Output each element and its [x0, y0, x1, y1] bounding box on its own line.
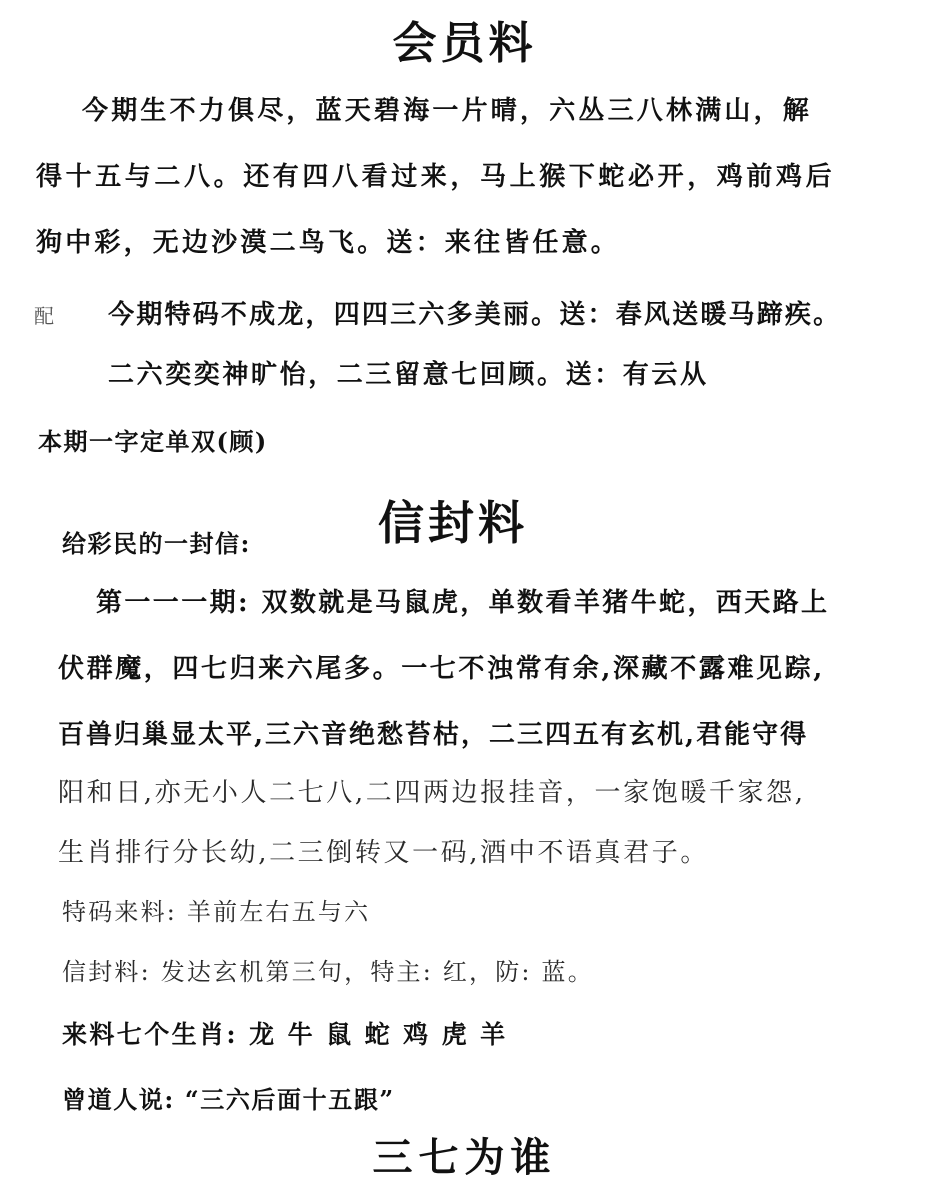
footer-title: 三七为谁 — [372, 1134, 557, 1181]
member-paragraph-line-3: 狗中彩，无边沙漠二鸟飞。送：来往皆任意。 — [36, 228, 621, 258]
envelope-paragraph-line-3: 百兽归巢显太平,三六音绝愁苔枯，二三四五有玄机,君能守得 — [58, 720, 809, 750]
envelope-paragraph-line-5: 生肖排行分长幼,二三倒转又一码,酒中不语真君子。 — [58, 838, 709, 868]
envelope-intro: 给彩民的一封信: — [62, 529, 251, 558]
envelope-paragraph-line-2: 伏群魔，四七归来六尾多。一七不浊常有余,深藏不露难见踪, — [58, 654, 825, 684]
member-paragraph-line-1: 今期生不力俱尽，蓝天碧海一片晴，六丛三八林满山，解 — [82, 96, 813, 126]
member-line-4 — [34, 300, 841, 331]
member-line-6: 本期一字定单双(顾) — [38, 427, 268, 456]
envelope-hint-line: 信封料: 发达玄机第三句，特主: 红，防: 蓝。 — [62, 958, 594, 986]
envelope-paragraph-line-4: 阳和日,亦无小人二七八,二四两边报挂音，一家饱暖千家怨, — [58, 778, 806, 808]
member-title: 会员料 — [392, 18, 537, 69]
seven-zodiac-line: 来料七个生肖: 龙 牛 鼠 蛇 鸡 虎 羊 — [62, 1020, 508, 1049]
quote-line: 曾道人说: “三六后面十五跟” — [62, 1085, 395, 1114]
special-number-line: 特码来料: 羊前左右五与六 — [62, 898, 371, 926]
member-line-4-mark: 配 — [34, 304, 54, 328]
envelope-title: 信封料 — [378, 496, 528, 550]
member-line-4-text: 今期特码不成龙，四四三六多美丽。送：春风送暖马蹄疾。 — [108, 300, 842, 330]
member-line-5: 二六奕奕神旷怡，二三留意七回顾。送：有云从 — [108, 360, 709, 390]
envelope-paragraph-line-1: 第一一一期: 双数就是马鼠虎，单数看羊猪牛蛇，西天路上 — [96, 588, 830, 618]
member-paragraph-line-2: 得十五与二八。还有四八看过来，马上猴下蛇必开，鸡前鸡后 — [36, 162, 836, 192]
